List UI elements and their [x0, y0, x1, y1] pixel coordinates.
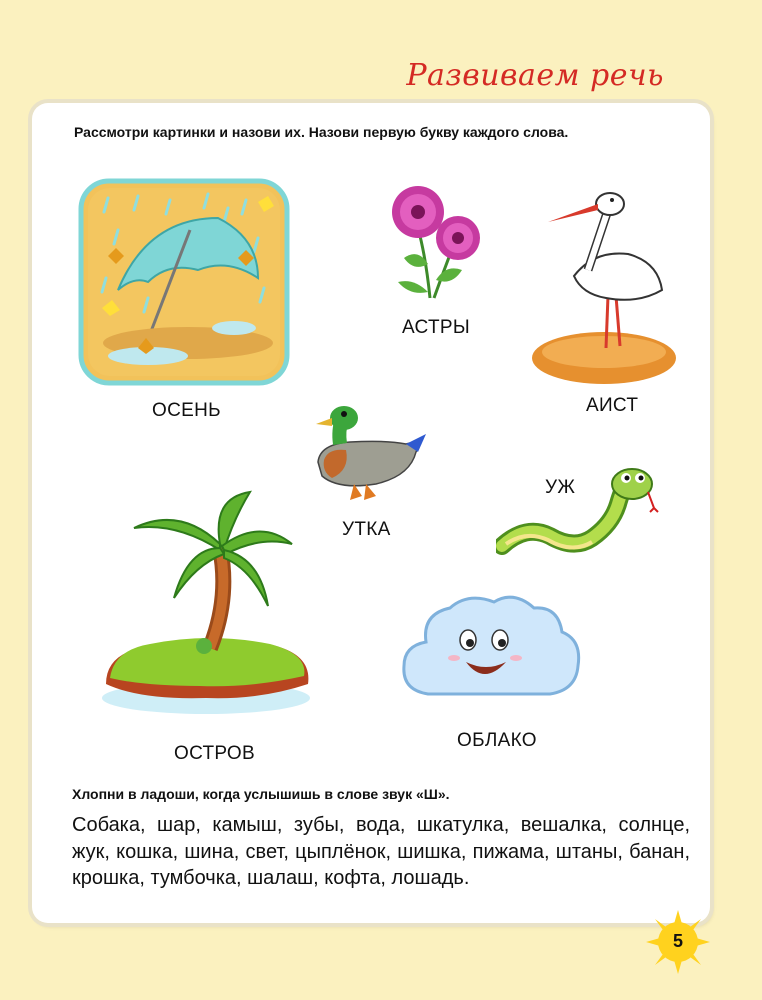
word-cloud: ОБЛАКО — [457, 730, 537, 751]
page-number: 5 — [672, 931, 683, 951]
word-autumn: ОСЕНЬ — [152, 400, 221, 421]
word-duck: УТКА — [342, 519, 391, 540]
stork-icon — [528, 180, 680, 390]
word-grass-snake: УЖ — [545, 477, 576, 498]
aster-flowers-icon — [374, 178, 496, 302]
autumn-umbrella-icon — [78, 178, 290, 386]
section-title: Развиваем речь — [406, 58, 664, 93]
snake-icon — [496, 464, 662, 564]
cloud-icon — [398, 590, 584, 708]
duck-icon — [310, 400, 428, 508]
word-stork: АИСТ — [586, 395, 639, 416]
task1-instruction: Рассмотри картинки и назови их. Назови первую букву каждого слова. — [74, 124, 569, 140]
task2-instruction: Хлопни в ладоши, когда услышишь в слове звук «Ш». — [72, 786, 450, 802]
word-island: ОСТРОВ — [174, 743, 255, 764]
word-list: Собака, шар, камыш, зубы, вода, шкатулка, вешалка, солнце, жук, кошка, шина, свет, цыплёнок, шишка, пижама, штаны, банан, крошка, тумбочка, шалаш, кофта, лошадь. — [72, 814, 690, 889]
palm-island-icon — [100, 488, 312, 718]
word-asters: АСТРЫ — [402, 317, 470, 338]
